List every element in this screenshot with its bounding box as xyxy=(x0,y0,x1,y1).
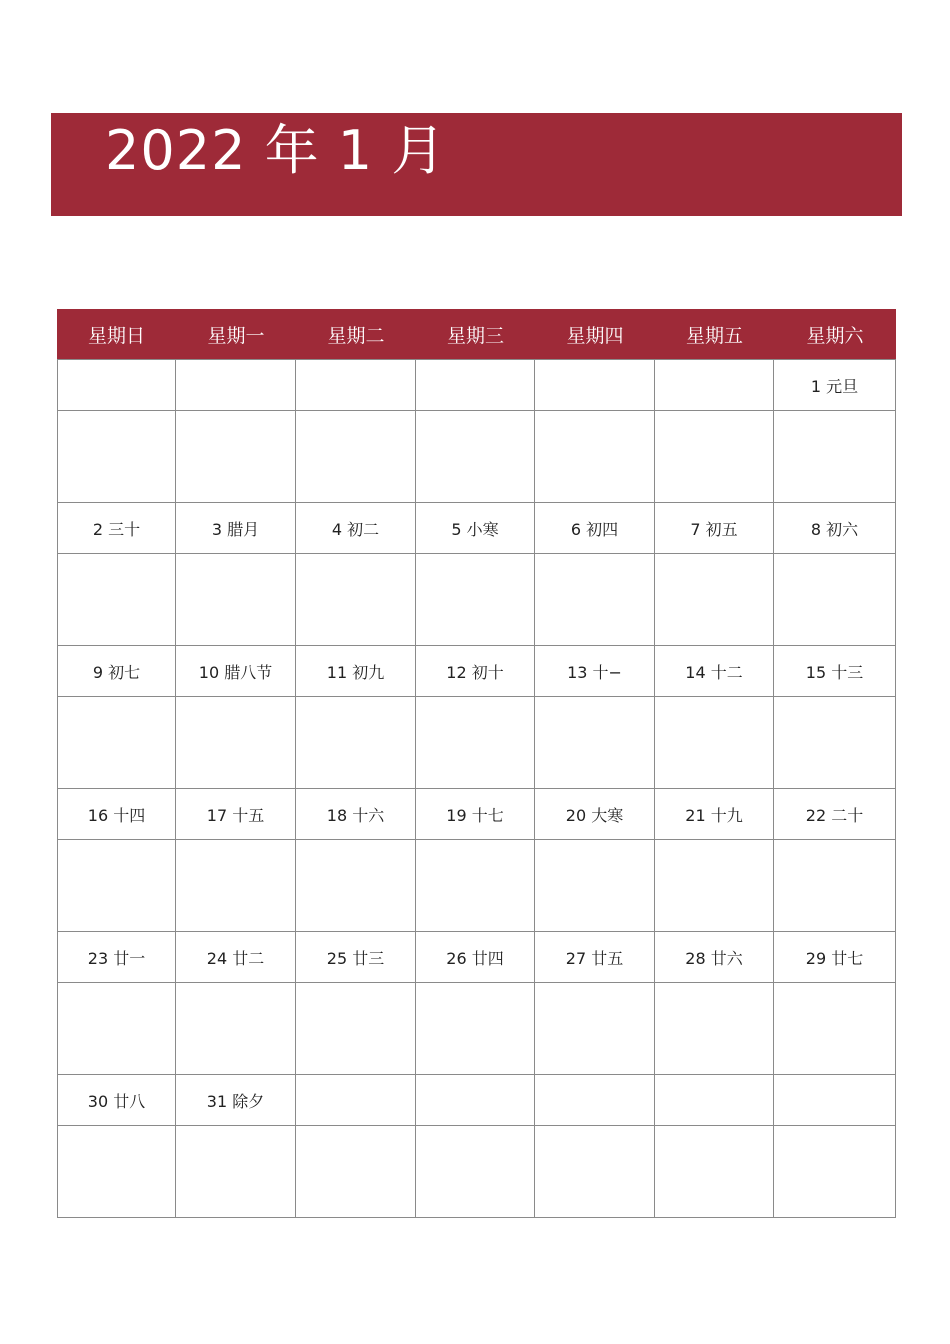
notes-cell[interactable] xyxy=(416,554,535,646)
notes-cell[interactable] xyxy=(296,840,416,932)
weekday-header-1: 星期一 xyxy=(207,324,265,347)
notes-cell[interactable] xyxy=(416,1126,535,1218)
notes-cell[interactable] xyxy=(57,697,176,789)
notes-cell[interactable] xyxy=(176,983,296,1075)
notes-cell[interactable] xyxy=(296,1126,416,1218)
date-cell[interactable]: 21 十九 xyxy=(655,789,774,840)
notes-cell[interactable] xyxy=(535,697,655,789)
notes-cell[interactable] xyxy=(535,411,655,503)
date-cell[interactable]: 30 廿八 xyxy=(57,1075,176,1126)
date-cell[interactable]: 29 廿七 xyxy=(774,932,896,983)
notes-cell[interactable] xyxy=(774,411,896,503)
notes-cell[interactable] xyxy=(416,411,535,503)
date-cell[interactable]: 5 小寒 xyxy=(416,503,535,554)
weekday-header-2: 星期二 xyxy=(327,324,385,347)
title-banner xyxy=(51,113,902,216)
date-cell[interactable]: 4 初二 xyxy=(296,503,416,554)
notes-cell[interactable] xyxy=(416,840,535,932)
date-cell[interactable]: 13 十− xyxy=(535,646,655,697)
notes-cell[interactable] xyxy=(176,1126,296,1218)
date-cell[interactable]: 24 廿二 xyxy=(176,932,296,983)
date-cell[interactable]: 7 初五 xyxy=(655,503,774,554)
notes-cell[interactable] xyxy=(57,983,176,1075)
date-cell[interactable]: 8 初六 xyxy=(774,503,896,554)
weekday-header-4: 星期四 xyxy=(566,324,624,347)
date-cell[interactable]: 9 初七 xyxy=(57,646,176,697)
date-cell[interactable]: 15 十三 xyxy=(774,646,896,697)
grid-divider xyxy=(774,359,896,360)
notes-cell[interactable] xyxy=(774,697,896,789)
grid-divider xyxy=(57,359,774,360)
date-cell[interactable]: 3 腊月 xyxy=(176,503,296,554)
notes-cell[interactable] xyxy=(296,411,416,503)
date-cell[interactable]: 31 除夕 xyxy=(176,1075,296,1126)
date-cell[interactable] xyxy=(416,360,535,411)
date-cell[interactable] xyxy=(774,1075,896,1126)
notes-cell[interactable] xyxy=(176,411,296,503)
date-cell[interactable]: 16 十四 xyxy=(57,789,176,840)
notes-cell[interactable] xyxy=(296,983,416,1075)
notes-cell[interactable] xyxy=(655,411,774,503)
notes-cell[interactable] xyxy=(57,411,176,503)
date-cell[interactable]: 6 初四 xyxy=(535,503,655,554)
notes-cell[interactable] xyxy=(57,1126,176,1218)
date-cell[interactable]: 22 二十 xyxy=(774,789,896,840)
notes-cell[interactable] xyxy=(416,983,535,1075)
date-cell[interactable] xyxy=(57,360,176,411)
date-cell[interactable] xyxy=(296,1075,416,1126)
notes-cell[interactable] xyxy=(655,697,774,789)
notes-cell[interactable] xyxy=(416,697,535,789)
date-cell[interactable]: 19 十七 xyxy=(416,789,535,840)
date-cell[interactable]: 10 腊八节 xyxy=(176,646,296,697)
weekday-header-0: 星期日 xyxy=(87,324,145,347)
date-cell[interactable]: 27 廿五 xyxy=(535,932,655,983)
notes-cell[interactable] xyxy=(774,1126,896,1218)
notes-cell[interactable] xyxy=(296,554,416,646)
date-cell[interactable]: 18 十六 xyxy=(296,789,416,840)
weekday-header-6: 星期六 xyxy=(806,324,864,347)
notes-cell[interactable] xyxy=(535,840,655,932)
date-cell[interactable]: 28 廿六 xyxy=(655,932,774,983)
notes-cell[interactable] xyxy=(57,554,176,646)
notes-cell[interactable] xyxy=(57,840,176,932)
notes-cell[interactable] xyxy=(176,697,296,789)
notes-cell[interactable] xyxy=(655,554,774,646)
notes-cell[interactable] xyxy=(535,1126,655,1218)
notes-cell[interactable] xyxy=(535,983,655,1075)
notes-cell[interactable] xyxy=(655,983,774,1075)
notes-cell[interactable] xyxy=(296,697,416,789)
notes-cell[interactable] xyxy=(774,983,896,1075)
date-cell[interactable]: 26 廿四 xyxy=(416,932,535,983)
weekday-header-row xyxy=(57,309,896,359)
notes-cell[interactable] xyxy=(774,554,896,646)
notes-cell[interactable] xyxy=(176,840,296,932)
notes-cell[interactable] xyxy=(774,840,896,932)
date-cell[interactable]: 11 初九 xyxy=(296,646,416,697)
date-cell[interactable]: 17 十五 xyxy=(176,789,296,840)
weekday-header-5: 星期五 xyxy=(685,324,743,347)
date-cell[interactable]: 23 廿一 xyxy=(57,932,176,983)
date-cell[interactable]: 20 大寒 xyxy=(535,789,655,840)
date-cell[interactable] xyxy=(296,360,416,411)
date-cell[interactable] xyxy=(655,1075,774,1126)
date-cell[interactable]: 1 元旦 xyxy=(774,360,896,411)
date-cell[interactable]: 2 三十 xyxy=(57,503,176,554)
date-cell[interactable]: 12 初十 xyxy=(416,646,535,697)
weekday-header-3: 星期三 xyxy=(446,324,504,347)
date-cell[interactable]: 25 廿三 xyxy=(296,932,416,983)
date-cell[interactable]: 14 十二 xyxy=(655,646,774,697)
date-cell[interactable] xyxy=(535,360,655,411)
date-cell[interactable] xyxy=(535,1075,655,1126)
notes-cell[interactable] xyxy=(535,554,655,646)
calendar-grid xyxy=(57,309,896,1215)
date-cell[interactable] xyxy=(176,360,296,411)
page-title: 2022 年 1 月 xyxy=(105,119,447,182)
notes-cell[interactable] xyxy=(655,840,774,932)
date-cell[interactable] xyxy=(416,1075,535,1126)
notes-cell[interactable] xyxy=(176,554,296,646)
notes-cell[interactable] xyxy=(655,1126,774,1218)
date-cell[interactable] xyxy=(655,360,774,411)
